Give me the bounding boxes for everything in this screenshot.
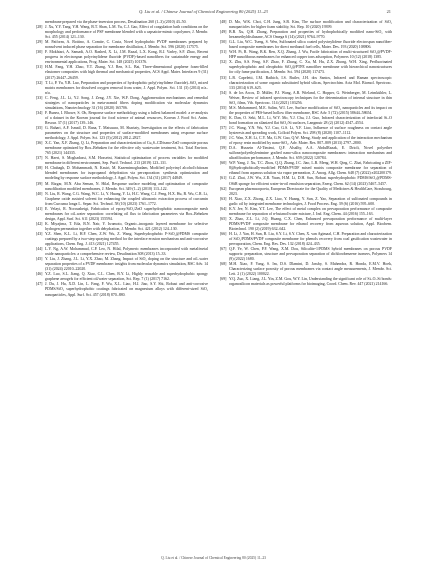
reference-number: [58] [220, 136, 227, 141]
reference-column-right [220, 20, 392, 550]
reference-text: M.H. Xiao, F. Yang, S. Im, D.S. Dlamini, D. Jassby, S. Mahendra, R. Honda, E.M.V. Hoek, Characterizing surface porosity of porous membranes via contact angle measurements, J. Membr. Sci. Lett. 2 (1) (2022) 100022. [229, 262, 392, 277]
reference-text: G.Z. Zhai, J.W. Wu, Z.R. Yuan, H.M. Li, D.H. Sun, Robust superhydrophobic PDMS/SiO₂@PDMS-OSiR sponge for efficient water-in-oil emulsion separation, Energ. Chem. 62 (14) (2023) 5467–5457. [229, 176, 392, 186]
reference-text: X.C. Yan, X.F. Zhang, Q. Li, Preparation and characterization of Cu₂S–CD/nano-ZnO composite porous membrane optimized by Box–Behnken for the effective oily wastewater treatment, Sci. Total Environ. 765 (2021) 144335. [45, 141, 208, 156]
reference-column-left [36, 20, 208, 550]
reference-entry [220, 187, 392, 197]
reference-entry [220, 161, 392, 176]
reference-entry [220, 207, 392, 217]
reference-entry [220, 60, 392, 75]
reference-entry [220, 126, 392, 136]
reference-text: European pharmacopoeia, European Directorate for the Quality of Medicines & HealthCare, Strasbourg, 2023. [229, 186, 392, 196]
reference-number: [31] [36, 65, 43, 70]
reference-text: W.P. Yang, J. Xu, T.C. Zhou, Q.Q. Zhang, J.C. Jiao, L.R. Meng, W.H. Qing, C. Zhai, Fabricating a ZIF-8@hydrophobically-modified PDMS/PVDF mixed matrix composite membrane for separation of ethanol from aqueous solution via vapor permeation, Z. Anorg. Allg. Chem. 648 (7) (2022) e202200179. [229, 161, 392, 176]
reference-entry [36, 50, 208, 65]
reference-entry [220, 217, 392, 232]
reference-number: [51] [220, 50, 227, 55]
reference-entry [220, 176, 392, 186]
reference-text: Y.Z. Luo, S.L. Jiang, Q. Xiao, C.L. Chen, B.Y. Li, Highly reusable and superhydrophobic spongy graphene aerogels for efficient oil/water separation, Sci. Rep. 7 (1) (2017) 7162. [45, 272, 208, 282]
reference-number: [33] [36, 95, 43, 100]
reference-number: [59] [220, 146, 227, 151]
reference-number: [53] [220, 75, 227, 80]
reference-number: [65] [220, 216, 227, 221]
reference-entry [36, 156, 208, 166]
reference-entry [36, 207, 208, 222]
reference-number: [50] [220, 40, 227, 45]
reference-entry [36, 282, 208, 297]
reference-text: M. Paiform, A. Bottino, A. Comite, C. Costa, Novel hydrophobic PVDF membranes prepared by nonsolvent induced phase separation for membrane distillation, J. Membr. Sci. 596 (2020) 117575. [45, 40, 208, 50]
reference-text: M.S. Mohammed, M.E. Salim, W.I. Lee, Surface modification of SiO₂ nanoparticles and its impact on the properties of PES-based hollow fiber membrane, RSC Adv. 5 (72) (2015) 58644–58654. [229, 105, 392, 115]
reference-entry [220, 30, 392, 40]
reference-text: D.A. Hussein Al-Timimi, Q.F. Alsalhy, A.A. AbdulRazak, E. Drioli, Novel polyether sulfone/polyethylenimine grafted nano-silica nanocomposite membranes: interaction mechanism and ultrafiltration performance, J. Membr. Sci. 659 (2022) 120784. [229, 146, 392, 161]
reference-text: D. Mo, W.K. Choi, C.H. Jung, S.B. Kim, The surface modification and characterization of SiO₂ nanoparticles for higher foam stability, Sci. Rep. 10 (2020) 19399. [229, 20, 392, 30]
reference-number: [48] [220, 20, 227, 24]
reference-number: [47] [36, 282, 43, 287]
reference-number: [39] [36, 181, 43, 186]
reference-number: [66] [220, 231, 227, 236]
reference-entry [36, 192, 208, 207]
reference-text: G.L. Liu, W.C. Tseng, S. Wen, Sulfonated silica coated polyvinylidene fluoride electrospun nanofiber-based composite membranes for direct methanol fuel cells, Mater. Des. 193 (2020) 108806. [229, 40, 392, 50]
reference-entry [220, 40, 392, 50]
reference-text: J.C. Wang, Y.N. Wu, Y.J. Cao, G.S. Li, Y.F. Liao, Influence of surface roughness on contact angle hysteresis and spreading work, Colloid Polym. Sci. 298 (8) (2020) 1107–1112. [229, 125, 392, 136]
reference-text: G. Bahari, A.F. Ismail, D. Rana, T. Matsuura, M. Shariaty, Investigation on the effects of fabrication parameters on the structure and properties of surface-modified membranes using response surface methodology, J. Appl. Polym. Sci. 123 (5) (2012) 2812–2827. [45, 125, 208, 141]
reference-number: [40] [36, 191, 43, 196]
reference-text: N. Haeri, S. Moghadassi, S.M. Hosseini, Statistical optimization of process variables for modified membrane in different environment, Sep. Purif. Technol. 213 (2019) 123–131. [45, 156, 208, 166]
reference-text: W.H. Pi, R. Wang, B.K. Ren, X.Q. Zhang, J. Wu, Facile fabrication of multi-structured SiO₂@PVDF-HFP nanofibrous membranes for enhanced copper ions adsorption, Polymers 10 (12) (2018) 1385. [229, 50, 392, 60]
reference-text: F. Bunea, I. Bhowe, S. Oh, Response surface methodology using a fullest balanced model: a re-analysis of a dataset in the Korean journal for food science of animal resources, Korean J. Food Sci. Anim. Resour. 37 (1) (2017) 139–146. [45, 110, 208, 125]
reference-entry [36, 232, 208, 247]
reference-entry [220, 197, 392, 207]
reference-number: [68] [220, 262, 227, 267]
reference-entry [36, 247, 208, 257]
reference-number: [56] [220, 115, 227, 120]
reference-entry [36, 141, 208, 156]
reference-entry [220, 20, 392, 30]
reference-number: [29] [36, 40, 43, 45]
reference-entry [220, 50, 392, 60]
reference-text: H. Chabagh, D. Mohammadi, N. Kasiri, M. Kazemimoghadam, Modified polyvinyl alcohol/chitosan blended membranes for isopropanol dehydration via pervaporation: synthesis optimization and modeling by response surface methodology, J. Appl. Polym. Sci. 134 (31) (2017) 44849. [45, 166, 208, 181]
reference-text: Y.Z. Shen, K.L. Li, H.F. Chen, Z.W. Wu, Z. Wang, Superhydrophobic F-SiO₂@PDMS composite coatings prepared by a two-step spraying method for the interface erosion mechanism and anti-corrosive applications, Chem. Eng. J. 413 (2021) 127455. [45, 231, 208, 247]
reference-number: [41] [36, 206, 43, 211]
reference-text: H. Xiao, Z.X. Zhong, Z.X. Liao, Y. Huang, Y. Sun, Z. Yao, Separation of sulfonated compounds in garlic oil by integrated membrane technologies, J. Food Process. Eng. 39 (6) (2016) 595–600. [229, 196, 392, 206]
reference-number: [34] [36, 110, 43, 115]
reference-number: [43] [36, 231, 43, 236]
reference-number: [44] [36, 247, 43, 252]
reference-text: K. Dan, O. Seki, M.L. Li, W.Y. Mo, Y.J. Chu, J.J. Guo, Infrared characterization of interfacial Si–O bond formation on silanized flat SiO₂/Si surfaces, Langmuir 28 (2) (2012) 4547–4554. [229, 115, 392, 125]
reference-number: [52] [220, 60, 227, 65]
reference-entry [220, 232, 392, 247]
reference-entry [220, 277, 392, 287]
reference-text: B.B. Xu, Q.H. Zhang, Preparation and properties of hydrophobically modified nano-SiO₂ with hexamethyldisilazane, ACS Omega 6 (14) (2021) 9764–9770. [229, 30, 392, 40]
reference-text: F. Mokhtari, A. Samadi, A.O. Rashed, X. Li, J.M. Razal, L.X. Kong, R.J. Varley, S.F. Zhao, Recent progress in electrospun polyvinylidene fluoride (PVDF)-based nanofibers for sustainable energy and environmental applications, Prog. Mater. Sci. 148 (2025) 101376. [45, 50, 208, 65]
reference-entry [36, 126, 208, 141]
reference-number: [49] [220, 30, 227, 35]
reference-text: S. de los Arcos, D. Müller, P.J. Wang, A.R. Wieland, C. Hopper, G. Weinberger, M. Leimkühler, L. Weiser, Review of infrared spectroscopy techniques for the determination of internal structure in thin SiO₂ films, Vib. Spectrosc. 114 (2021) 103256. [229, 90, 392, 105]
reference-text: X. Zhu, S.S. Feng, S.F. Zhao, F. Zhang, C. Xu, M. Hu, Z.X. Zhong, W.H. Xing, Perfluorinated superhydrophobic and oleophobic SiO₂@PTFE nanofiber membrane with hierarchical nanostructures for oily fume purification, J. Membr. Sci. 594 (2020) 117473. [229, 60, 392, 75]
reference-entry [220, 262, 392, 277]
reference-entry [36, 272, 208, 282]
reference-entry [220, 91, 392, 106]
reference-number: [64] [220, 206, 227, 211]
reference-number: [62] [220, 186, 227, 191]
reference-number: [42] [36, 221, 43, 226]
page-header [36, 9, 391, 19]
reference-number: [28] [36, 25, 43, 30]
reference-text: X. Zhao, Z.L. Li, J.Q. Huang, C.X. Chen, Enhanced pervaporation performance of multi-layer PDMS/PVDF composite membrane for ethanol recovery from aqueous solution, Appl. Biochem. Biotechnol. 190 (2) (2019) 632–642. [229, 216, 392, 231]
reference-number: [57] [220, 125, 227, 130]
reference-entry [220, 247, 392, 262]
reference-number: [67] [220, 247, 227, 252]
reference-text: T. Li, P. Yu, Y.B. Luo, Preparation and properties of hydrophobic poly(vinylidene fluoride)–SiO₂ mixed matrix membranes for dissolved oxygen removal from water, J. Appl. Polym. Sci. 131 (3) (2014) n/a–n/a. [45, 80, 208, 95]
reference-entry [220, 106, 392, 116]
reference-text: M. Rizgar, M.N. Abu Seman, N. Hilal, Response surface modeling and optimization of composite nanofiltration modified membranes, J. Membr. Sci. 349 (1–2) (2010) 113–122. [45, 181, 208, 191]
reference-entry [36, 40, 208, 50]
reference-number: [61] [220, 176, 227, 181]
reference-number: [35] [36, 125, 43, 130]
reference-text: J. Xu, Y.Y. Tang, Y.H. Wang, B.T. Shan, L.M. Yu, C.J. Gao, Effect of coagulation bath conditions on the morphology and performance of PSF membrane blended with a capsaicin-mimic copolymer, J. Membr. Sci. 455 (2014) 121–130. [45, 25, 208, 40]
reference-number: [54] [220, 90, 227, 95]
reference-entry [36, 111, 208, 126]
reference-number: [37] [36, 156, 43, 161]
reference-text: J.C. Wan, X.H. Li, C.Y. Ma, G.W. Gao, Q.W. Meng, Study and application of the interaction mechanism of epoxy resin modified by nano-SiO₂, Adv. Mater. Res. 807–809 (2013) 2797–2800. [229, 136, 392, 146]
reference-number: [55] [220, 105, 227, 110]
reference-entry [36, 25, 208, 40]
reference-text: E. Velayi, R. Norouzbeigi, Fabrication of epoxy/SiO₂/ZnO superhydrophobic nanocomposite mesh membranes for oil–water separation: correlating oil flux to fabrication parameters via Box–Behnken design, Appl. Surf. Sci. 611 (2023) 155594. [45, 206, 208, 221]
reference-columns [36, 20, 392, 550]
reference-entry [36, 96, 208, 111]
reference-text: K.Y. Jee, N. Kim, Y.T. Lee, The effect of metal complex on pervaporation performance of composite membrane for separation of n-butanol/water mixture, J. Ind. Eng. Chem. 44 (2016) 155–163. [229, 206, 392, 216]
reference-number: [69] [220, 277, 227, 282]
page-number: 21 [386, 9, 391, 14]
running-head: Q. Liu et al. / Chinese Journal of Chemical Engineering 80 (2025) 11–23 [139, 9, 268, 14]
reference-text: Q.F. Ye, W. Chen, P.F. Wang, X.M. Dou, Silicalite-1/PDMS hybrid membranes on porous PVDF supports: preparation, structure and pervaporation separation of dichlorobenzene isomers, Polymers 14 (9) (2022) 1680. [229, 247, 392, 262]
reference-text: H.M. Fang, Y.H. Zhao, Y.T. Zhang, Y.J. Ren, S.L. Bai, Three-dimensional graphene foam-filled elastomer composites with high thermal and mechanical properties, ACS Appl. Mater. Interfaces 9 (31) (2017) 26447–26459. [45, 65, 208, 80]
reference-text: C. Feng, J.L. Li, Y.J. Song, J. Zeng, J.Y. Xie, W.F. Dong, Agglomeration mechanisms and remedial strategies of nanoparticles in meta-aramid fibers doping modification via molecular dynamics simulations, Nanotechnology 31 (16) (2020) 165706. [45, 95, 208, 110]
reference-entry [220, 146, 392, 161]
reference-entry [36, 166, 208, 181]
reference-number: [38] [36, 166, 43, 171]
reference-number: [46] [36, 272, 43, 277]
reference-entry [36, 65, 208, 80]
reference-text: L.B. Capeletti, I.M. Baibich, I.S. Butler, J.H. dos Santos, Infrared and Raman spectroscopic characterization of some organic substituted hybrid silicas, Spectrochim. Acta Mol. Biomol. Spectrosc. 133 (2014) 619–625. [229, 75, 392, 90]
reference-text: Y.Q. Zuo, X. Liang, J.L. Yin, Z.M. Gou, W.Y. Lin, Understanding the significant role of Si–O–Si bonds: organosilicon materials as powerful platforms for bioimaging, Coord. Chem. Rev. 447 (2021) 214166. [229, 277, 392, 287]
reference-text: L.Y. Ng, A.W. Mohammad, C.P. Leo, N. Hilal, Polymeric membranes incorporated with metal/metal oxide nanoparticles: a comprehensive review, Desalination 308 (2013) 15–33. [45, 247, 208, 257]
reference-number: [36] [36, 141, 43, 146]
reference-number: [63] [220, 196, 227, 201]
reference-entry [220, 116, 392, 126]
reference-text: J. Du, J. Hu, X.D. Lin, L. Fang, F. Wu, X.L. Liao, H.J. Jiao, S.Y. Shi, Robust and anti-corrosive PDMS/SiO₂ superhydrophobic coatings fabricated on magnesium alloys with different-sized SiO₂ nanoparticles, Appl. Surf. Sci. 457 (2018) 870–880. [45, 282, 208, 297]
reference-text: Y. Liu, J. Zhang, J.L. Li, Y.X. Zhao, M. Zhang, Impact of SiO₂ doping on the structure and oil–water separation properties of a PVDF membrane: insights from molecular dynamics simulation, RSC Adv. 14 (31) (2024) 22010–22020. [45, 257, 208, 272]
reference-number: [45] [36, 257, 43, 262]
reference-number: [32] [36, 80, 43, 85]
reference-text: K. Miyajima, T. Eda, B.N. Nair, Y. Iwamoto, Organic–inorganic layered membrane for selective hydrogen permeation together with dehydration, J. Membr. Sci. 421 (2012) 124–130. [45, 221, 208, 231]
reference-text: N. Liu, R. Wang, C.G. Wang, W.C. Li, Y. Huang, Y. Li, H.C. Wang, C.J. Peng, H.X. Hu, B. Wu, C.R. Li, Graphene oxide assisted solvent for enhancing the coupled ultrasonic extraction process of curcumin from Curcuma longa L. Separ. Sci. Technol. 58 (10) (2023) 1761–1772. [45, 191, 208, 206]
reference-entry [220, 136, 392, 146]
reference-number: [30] [36, 50, 43, 55]
reference-entry [36, 81, 208, 96]
reference-entry [220, 76, 392, 91]
reference-text: H. Li, J. Yan, H. Sun, B. Liu, S.Y. Li, S.Y. Chen, X. van Agtmaal, C.H. Preparation and characterization of SiO₂/PDMS/PVDF composite membrane for phenols recovery from coal gasification wastewater in pervaporation, Chem. Eng. Res. Des. 132 (2018) 424–435. [229, 231, 392, 247]
reference-text: membrane prepared via the phase-inversion process, Desalination 260 (1–3) (2010) 43–50. [45, 20, 187, 24]
page-footer: Q. Liu et al. / Chinese Journal of Chemical Engineering 80 (2025) 11–23 [161, 556, 266, 560]
reference-number: [60] [220, 161, 227, 166]
reference-entry [36, 222, 208, 232]
reference-entry [36, 182, 208, 192]
reference-entry [36, 257, 208, 272]
